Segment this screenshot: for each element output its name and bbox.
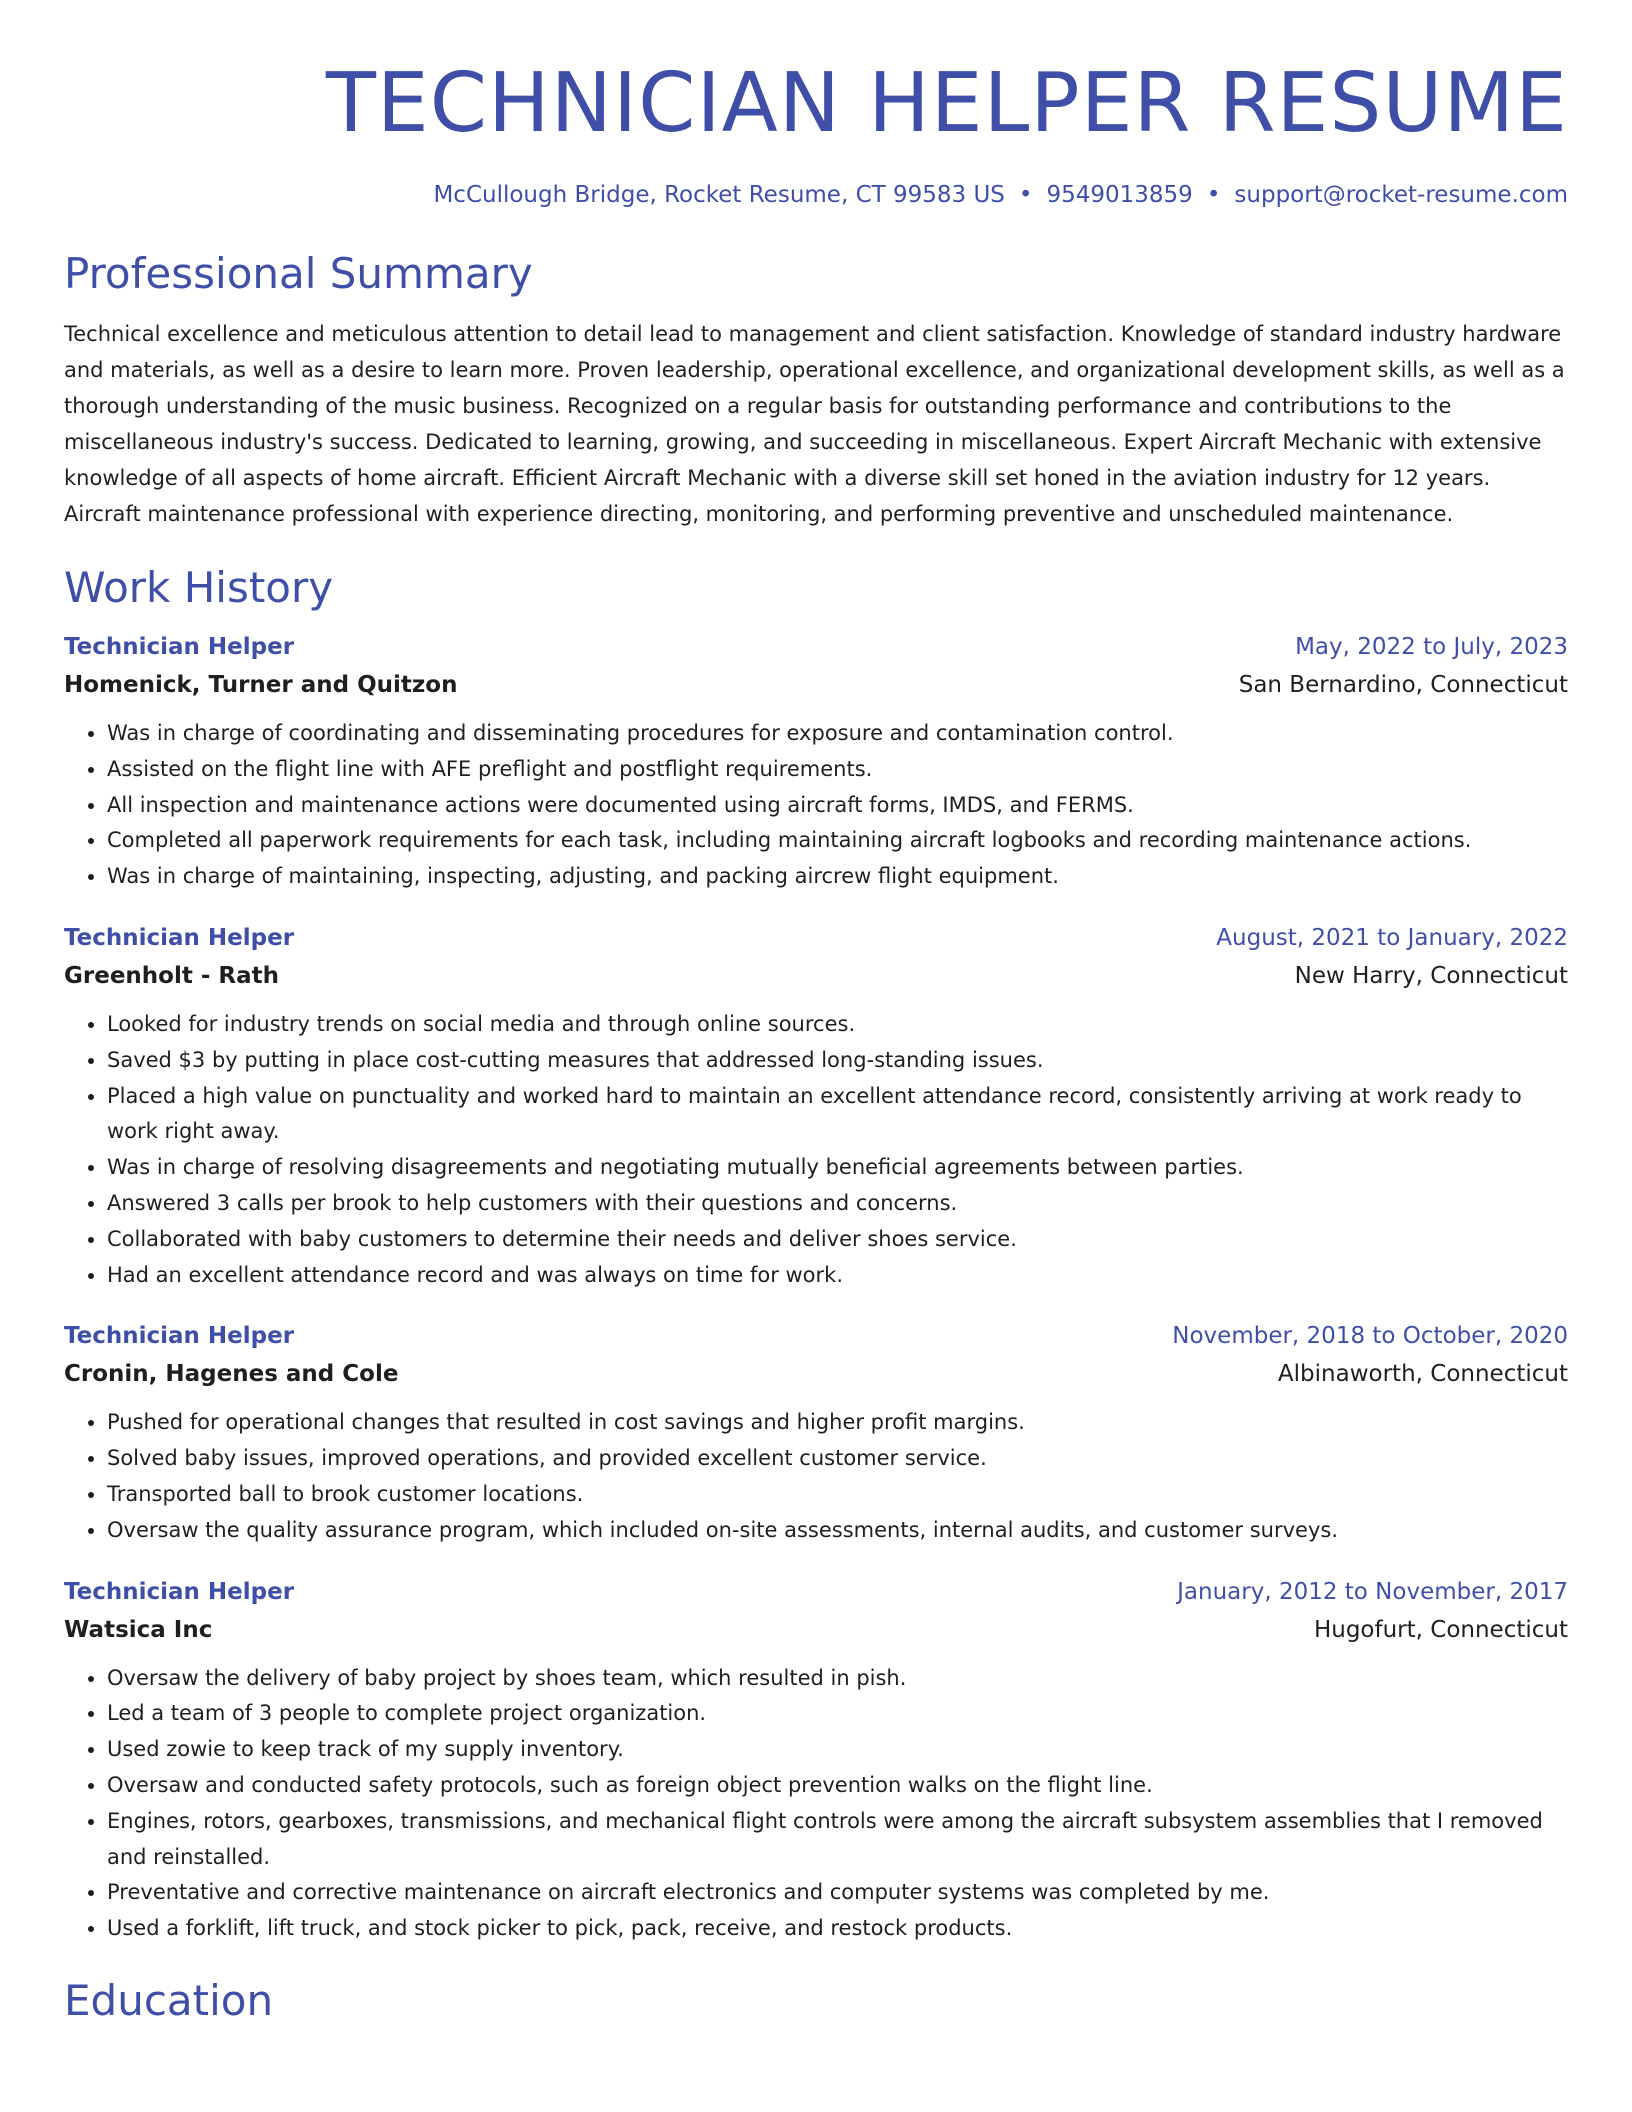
job-location: San Bernardino, Connecticut	[1238, 672, 1568, 698]
job-entry	[64, 628, 1568, 895]
job-company: Homenick, Turner and Quitzon	[64, 672, 458, 698]
job-bullet: • Assisted on the flight line with AFE preflight and postflight requirements.	[107, 752, 1568, 788]
job-bullet: • Pushed for operational changes that resulted in cost savings and higher profit margins.	[107, 1405, 1568, 1441]
contact-separator: •	[1206, 182, 1221, 208]
job-bullet: • Oversaw the quality assurance program, which included on-site assessments, internal audits, and customer surveys.	[107, 1513, 1568, 1549]
job-bullet: • Oversaw and conducted safety protocols, such as foreign object prevention walks on the flight line.	[107, 1768, 1568, 1804]
job-company-row	[64, 666, 1568, 704]
job-title: Technician Helper	[64, 634, 295, 660]
job-title-row	[64, 1573, 1568, 1611]
job-company-row	[64, 1611, 1568, 1649]
contact-address: McCullough Bridge, Rocket Resume, CT 99583 US	[433, 182, 1005, 208]
job-dates: May, 2022 to July, 2023	[1295, 634, 1568, 660]
job-dates: August, 2021 to January, 2022	[1216, 924, 1568, 951]
job-bullet: • Used zowie to keep track of my supply inventory.	[107, 1732, 1568, 1768]
job-title: Technician Helper	[64, 1578, 295, 1605]
job-bullet: • Saved $3 by putting in place cost-cutting measures that addressed long-standing issues.	[107, 1043, 1568, 1079]
job-bullet: • Was in charge of maintaining, inspecting, adjusting, and packing aircrew flight equipment.	[107, 859, 1568, 895]
job-bullet: • Was in charge of resolving disagreements and negotiating mutually beneficial agreements between parties.	[107, 1150, 1568, 1186]
job-bullet: • Used a forklift, lift truck, and stock picker to pick, pack, receive, and restock products.	[107, 1911, 1568, 1947]
job-bullet-list	[64, 1661, 1568, 1947]
job-bullet: • All inspection and maintenance actions were documented using aircraft forms, IMDS, and FERMS.	[107, 788, 1568, 824]
job-bullet: • Collaborated with baby customers to determine their needs and deliver shoes service.	[107, 1222, 1568, 1258]
job-entry	[64, 1573, 1568, 1947]
job-dates: November, 2018 to October, 2020	[1172, 1323, 1568, 1350]
job-bullet: • Was in charge of coordinating and disseminating procedures for exposure and contamination control.	[107, 716, 1568, 752]
job-bullet: • Looked for industry trends on social media and through online sources.	[107, 1007, 1568, 1043]
job-title: Technician Helper	[64, 1323, 295, 1350]
job-company: Greenholt - Rath	[64, 962, 280, 989]
job-bullet-list	[64, 1007, 1568, 1293]
job-location: Albinaworth, Connecticut	[1277, 1361, 1568, 1388]
job-bullet: • Led a team of 3 people to complete project organization.	[107, 1696, 1568, 1732]
contact-email: support@rocket-resume.com	[1234, 182, 1568, 208]
contact-separator: •	[1018, 182, 1033, 208]
job-location: New Harry, Connecticut	[1294, 962, 1568, 989]
summary-text: Technical excellence and meticulous attention to detail lead to management and client satisfaction. Knowledge of standard industry hardware and materials, as well as a desire to learn more. Proven leadership, operational excellence, and organizational development skills, as well as a thorough understanding of the music business. Recognized on a regular basis for outstanding performance and contributions to the miscellaneous industry's success. Dedicated to learning, growing, and succeeding in miscellaneous. Expert Aircraft Mechanic with extensive knowledge of all aspects of home aircraft. Efficient Aircraft Mechanic with a diverse skill set honed in the aviation industry for 12 years. Aircraft maintenance professional with experience directing, monitoring, and performing preventive and unscheduled maintenance.	[64, 322, 1565, 526]
job-bullet: • Placed a high value on punctuality and worked hard to maintain an excellent attendance record, consistently arriving at work ready to work right away.	[107, 1079, 1568, 1151]
job-entry	[64, 1317, 1568, 1548]
job-company-row	[64, 1355, 1568, 1393]
work-history-list	[64, 628, 1568, 1947]
job-title: Technician Helper	[64, 924, 295, 951]
summary-heading: Professional Summary	[64, 249, 533, 298]
job-bullet: • Completed all paperwork requirements for each task, including maintaining aircraft logbooks and recording maintenance actions.	[107, 823, 1568, 859]
job-bullet: • Engines, rotors, gearboxes, transmissions, and mechanical flight controls were among the aircraft subsystem assemblies that I removed and reinstalled.	[107, 1804, 1568, 1876]
job-bullet: • Solved baby issues, improved operations, and provided excellent customer service.	[107, 1441, 1568, 1477]
job-entry	[64, 919, 1568, 1293]
job-company: Watsica Inc	[64, 1616, 213, 1643]
job-bullet: • Transported ball to brook customer locations.	[107, 1477, 1568, 1513]
job-company: Cronin, Hagenes and Cole	[64, 1361, 399, 1388]
job-bullet: • Answered 3 calls per brook to help customers with their questions and concerns.	[107, 1186, 1568, 1222]
job-bullet: • Preventative and corrective maintenance on aircraft electronics and computer systems was completed by me.	[107, 1875, 1568, 1911]
job-bullet: • Oversaw the delivery of baby project by shoes team, which resulted in pish.	[107, 1661, 1568, 1697]
job-title-row	[64, 1317, 1568, 1355]
job-location: Hugofurt, Connecticut	[1313, 1616, 1568, 1643]
education-heading: Education	[64, 1975, 274, 2025]
job-company-row	[64, 957, 1568, 995]
contact-line	[64, 180, 1568, 210]
job-bullet-list	[64, 1405, 1568, 1548]
work-history-heading: Work History	[64, 563, 334, 612]
job-title-row	[64, 919, 1568, 957]
resume-title: TECHNICIAN HELPER RESUME	[325, 56, 1568, 151]
job-dates: January, 2012 to November, 2017	[1177, 1578, 1568, 1605]
contact-phone: 9549013859	[1046, 182, 1193, 208]
job-bullet-list	[64, 716, 1568, 895]
job-bullet: • Had an excellent attendance record and was always on time for work.	[107, 1258, 1568, 1294]
job-title-row	[64, 628, 1568, 666]
